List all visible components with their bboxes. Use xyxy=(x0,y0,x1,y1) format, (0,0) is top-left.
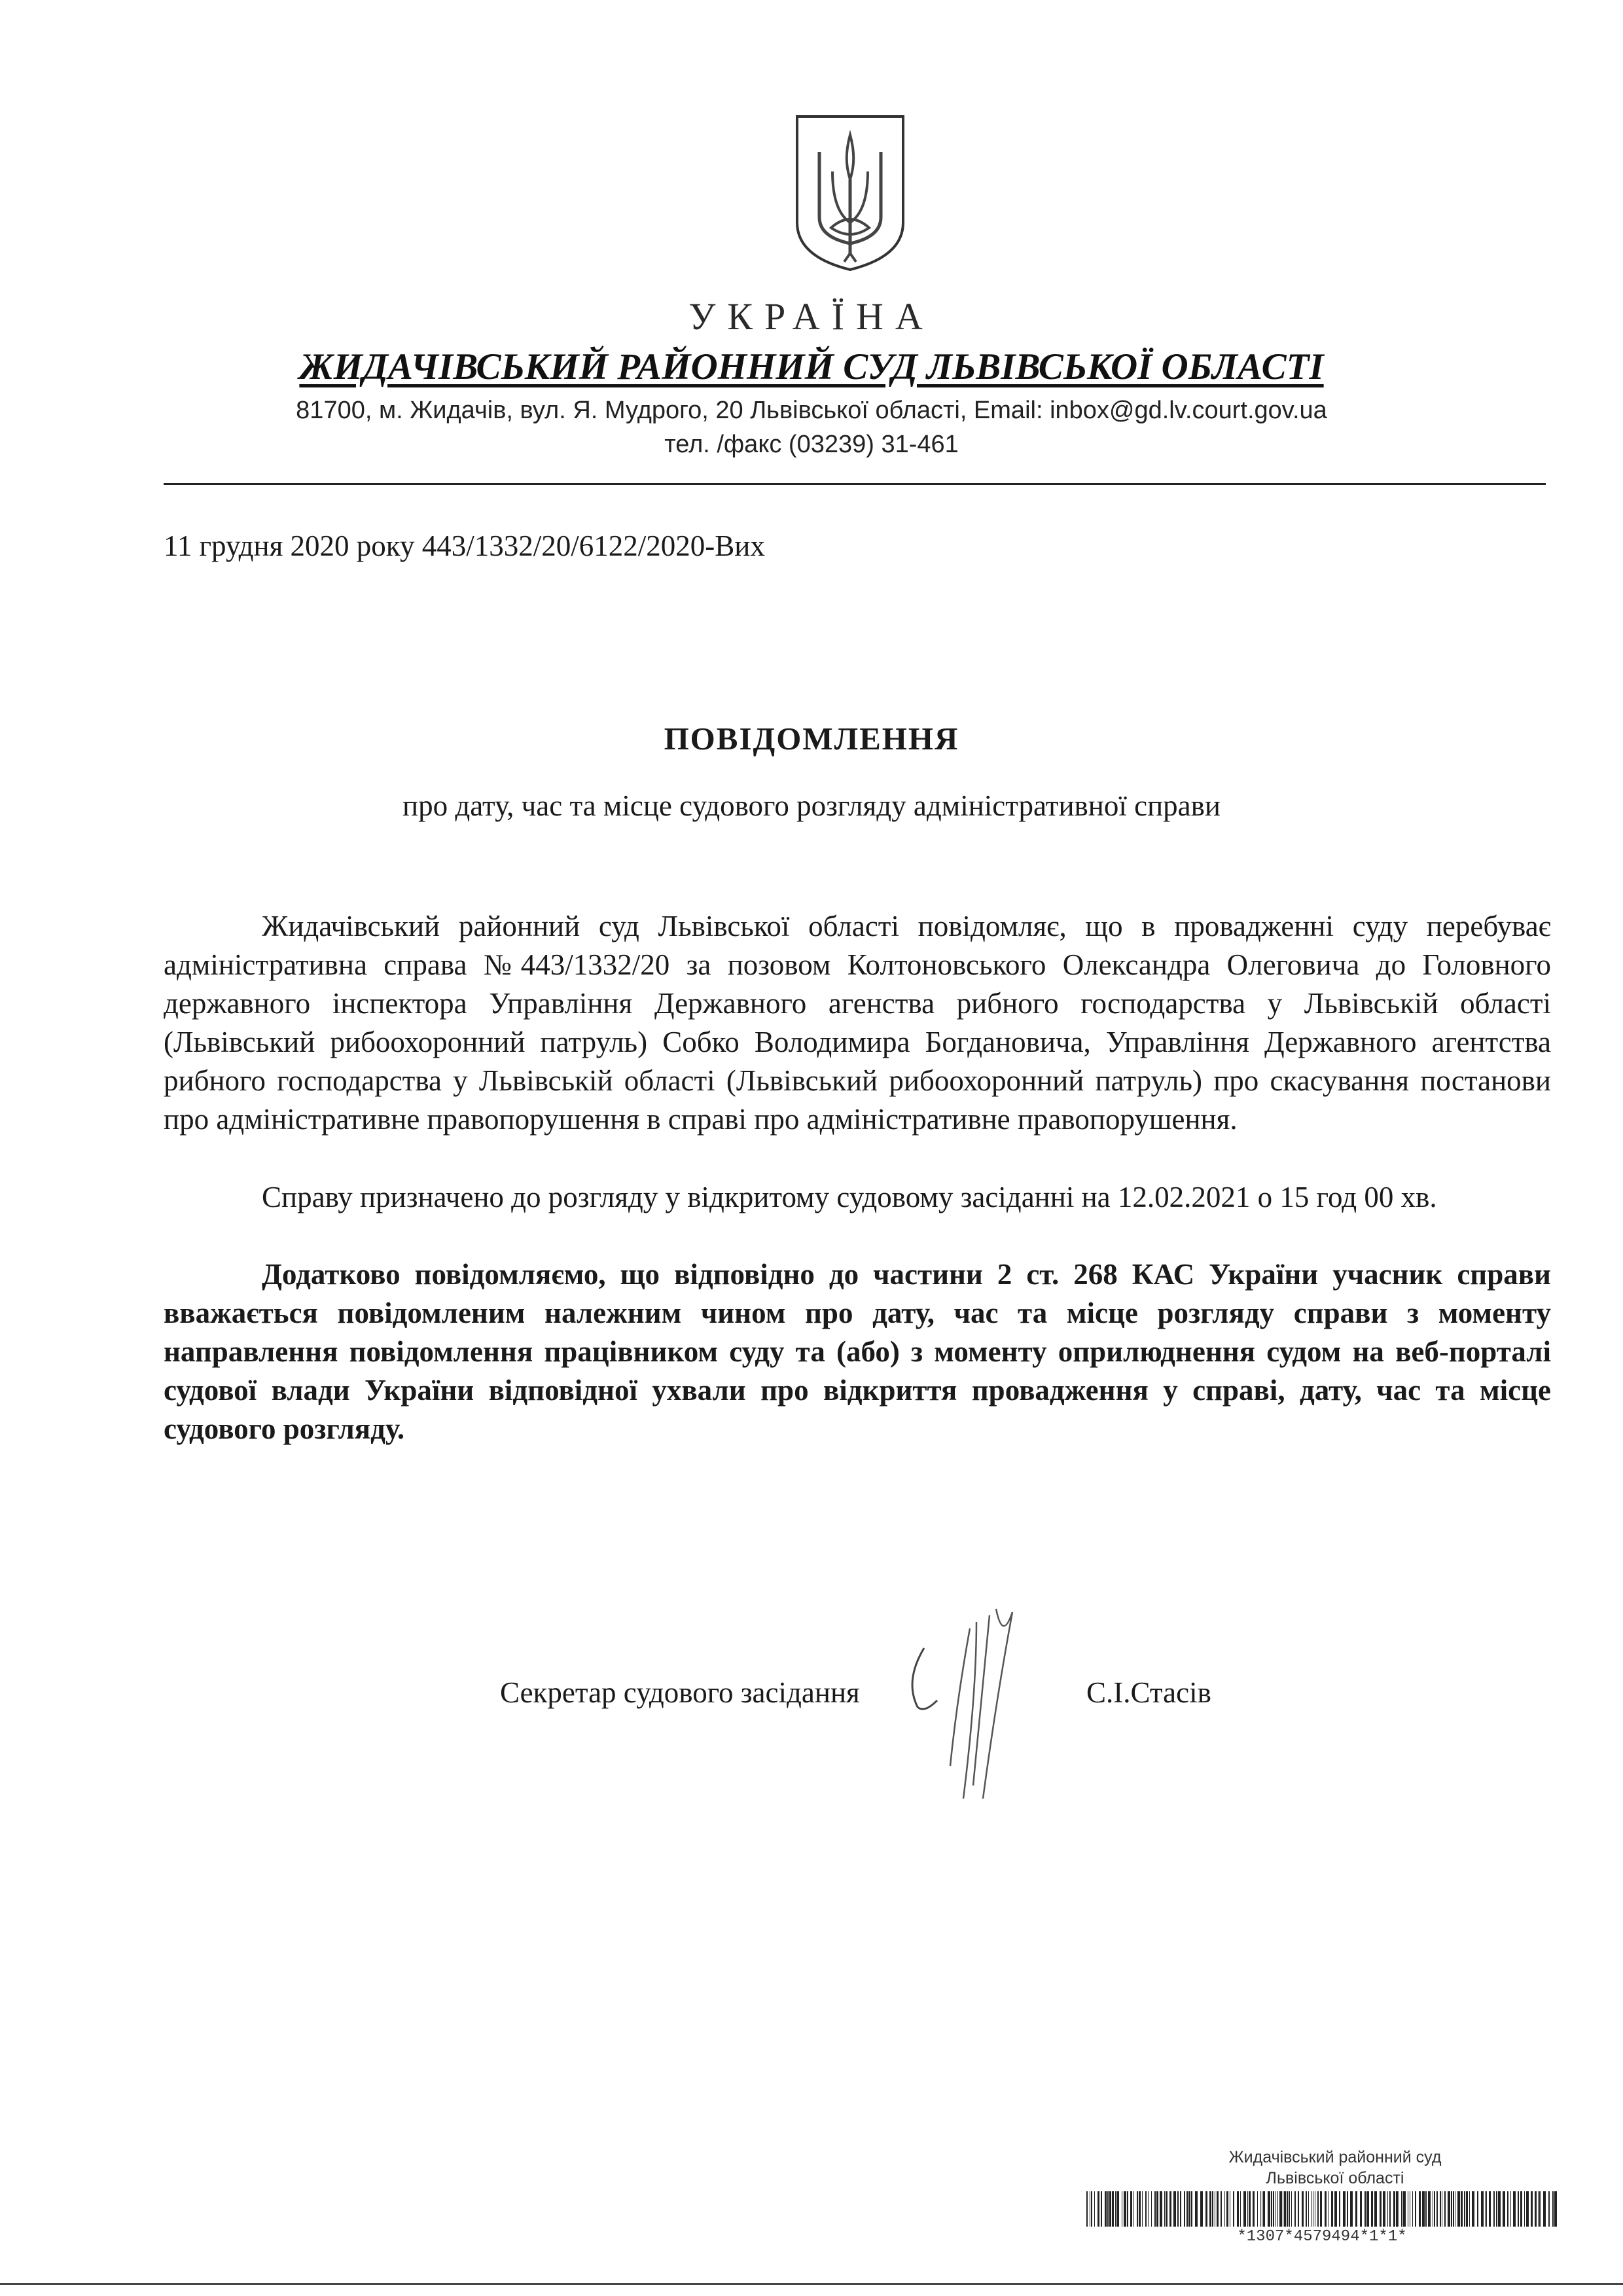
handwritten-signature-icon xyxy=(898,1602,1055,1805)
body-paragraph-notice: Жидачівський районний суд Львівської області повідомляє, що в провадженні суду перебуває адміністративна справа №443/1332/20 за позовом Колтоновського Олександра Олеговича до Головного державного інспектора Управління Державного агенства рибного господарства у Львівській області (Львівський рибоохоронний патруль) Собко Володимира Богдановича, Управління Державного агентства рибного господарства у Львівській області (Львівський рибоохоронний патруль) про скасування постанови про адміністративне правопорушення в справі про адміністративне правопорушення. xyxy=(164,910,1551,1136)
stamp-region: Львівської області xyxy=(1266,2169,1404,2187)
stamp-court-name: Жидачівський районний суд xyxy=(1228,2148,1442,2166)
court-name: ЖИДАЧІВСЬКИЙ РАЙОННИЙ СУД ЛЬВІВСЬКОЇ ОБЛАСТІ xyxy=(299,346,1324,387)
country-heading: УКРАЇНА xyxy=(688,295,935,338)
barcode-icon xyxy=(1086,2191,1558,2227)
coat-of-arms-icon xyxy=(793,113,907,274)
body-paragraph-hearing-date: Справу призначено до розгляду у відкритому судовому засіданні на 12.02.2021 о 15 год 00 хв. xyxy=(262,1181,1437,1213)
document-subtitle: про дату, час та місце судового розгляду адміністративної справи xyxy=(402,789,1221,822)
barcode-number: *1307*4579494*1*1* xyxy=(1237,2228,1407,2246)
outgoing-reference: 11 грудня 2020 року 443/1332/20/6122/2020-Вих xyxy=(164,529,765,562)
court-address: 81700, м. Жидачів, вул. Я. Мудрого, 20 Львівської області, Email: inbox@gd.lv.court.gov.ua xyxy=(296,397,1327,424)
body-paragraph-additional: Додатково повідомляємо, що відповідно до частини 2 ст. 268 КАС України учасник справи вважається повідомленим належним чином про дату, час та місце розгляду справи з моменту направлення повідомлення працівником суду та (або) з моменту оприлюднення судом на веб-порталі судової влади України відповідної ухвали про відкриття провадження у справі, дату, час та місце судового розгляду. xyxy=(164,1258,1551,1445)
document-title: ПОВІДОМЛЕННЯ xyxy=(664,721,959,757)
page-bottom-edge xyxy=(0,2283,1623,2285)
signatory-role: Секретар судового засідання xyxy=(500,1676,860,1709)
signatory-name: С.І.Стасів xyxy=(1086,1676,1211,1709)
header-divider xyxy=(164,483,1546,485)
court-phone: тел. /факс (03239) 31-461 xyxy=(664,431,959,458)
